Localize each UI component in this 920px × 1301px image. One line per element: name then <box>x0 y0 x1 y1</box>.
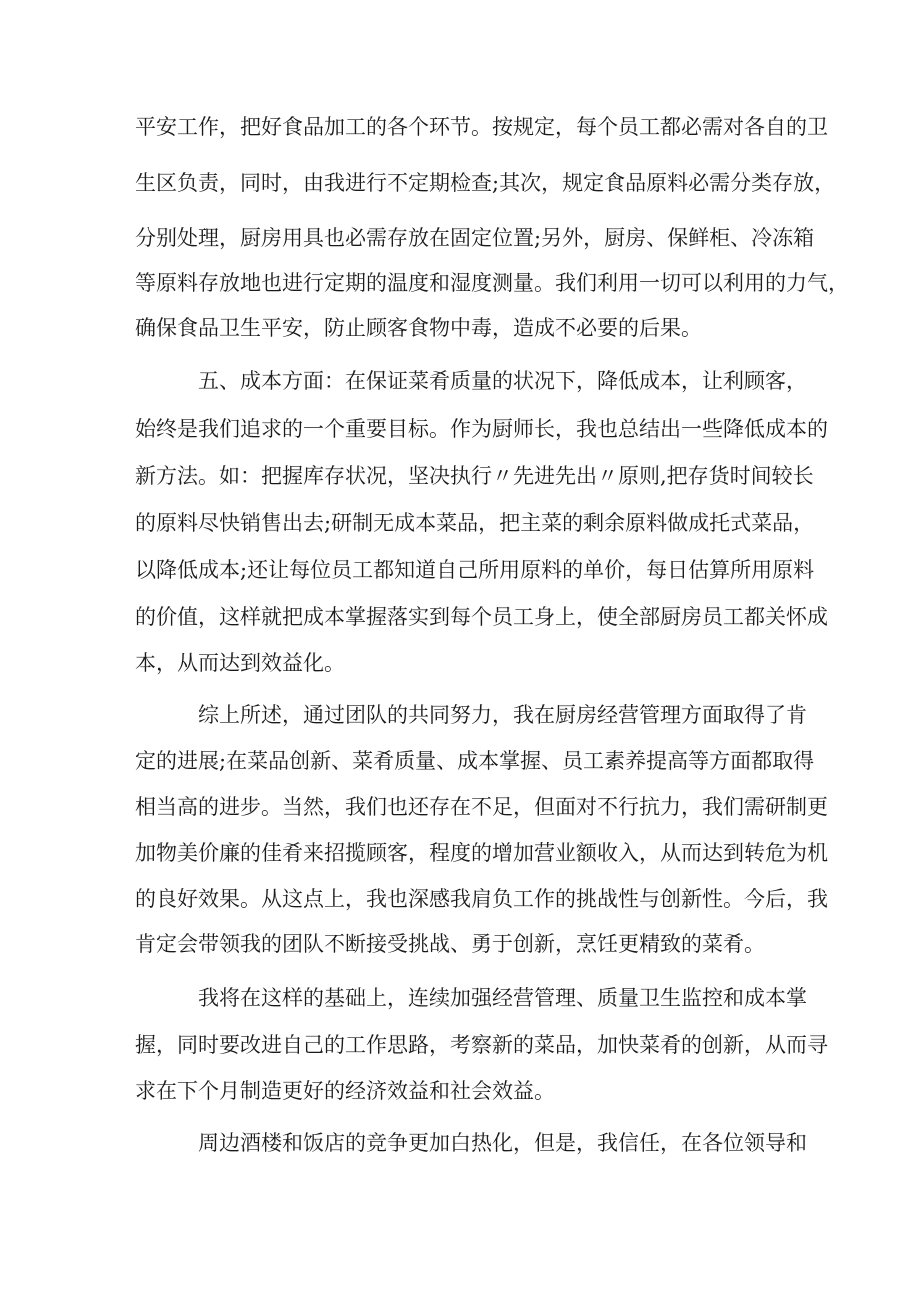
text-line: 综上所述，通过团队的共同努力，我在厨房经营管理方面取得了肯 <box>198 703 807 727</box>
text-line: 确保食品卫生平安，防止顾客食物中毒，造成不必要的后果。 <box>135 316 702 340</box>
text-line: 始终是我们追求的一个重要目标。作为厨师长，我也总结出一些降低成本的 <box>135 417 828 441</box>
text-line: 的价值，这样就把成本掌握落实到每个员工身上，使全部厨房员工都关怀成 <box>135 605 828 629</box>
text-line: 我将在这样的基础上，连续加强经营管理、质量卫生监控和成本掌 <box>198 986 807 1010</box>
text-line: 五、成本方面：在保证菜肴质量的状况下，降低成本，让利顾客， <box>198 369 807 393</box>
text-line: 以降低成本;还让每位员工都知道自己所用原料的单价，每日估算所用原料 <box>135 558 815 582</box>
text-line: 生区负责，同时，由我进行不定期检查;其次，规定食品原料必需分类存放， <box>135 171 836 195</box>
text-line: 的原料尽快销售出去;研制无成本菜品，把主菜的剩余原料做成托式菜品， <box>135 511 815 535</box>
text-line: 新方法。如：把握库存状况，坚决执行〃先进先出〃原则,把存货时间较长 <box>135 464 814 488</box>
text-line: 的良好效果。从这点上，我也深感我肩负工作的挑战性与创新性。今后，我 <box>135 887 828 911</box>
text-line: 加物美价廉的佳肴来招揽顾客，程度的增加营业额收入，从而达到转危为机 <box>135 841 828 865</box>
text-line: 定的进展;在菜品创新、菜肴质量、成本掌握、员工素养提高等方面都取得 <box>135 749 815 773</box>
text-line: 分别处理，厨房用具也必需存放在固定位置;另外，厨房、保鲜柜、冷冻箱 <box>135 226 815 250</box>
text-line: 平安工作，把好食品加工的各个环节。按规定，每个员工都必需对各自的卫 <box>135 115 828 139</box>
text-line: 等原料存放地也进行定期的温度和湿度测量。我们利用一切可以利用的力气， <box>135 271 849 295</box>
text-line: 本，从而达到效益化。 <box>135 651 345 675</box>
text-line: 肯定会带领我的团队不断接受挑战、勇于创新，烹饪更精致的菜肴。 <box>135 932 765 956</box>
text-line: 求在下个月制造更好的经济效益和社会效益。 <box>135 1079 555 1103</box>
text-line: 相当高的进步。当然，我们也还存在不足，但面对不行抗力，我们需研制更 <box>135 795 828 819</box>
text-line: 握，同时要改进自己的工作思路，考察新的菜品，加快菜肴的创新，从而寻 <box>135 1033 828 1057</box>
text-line: 周边酒楼和饭店的竞争更加白热化，但是，我信任，在各位领导和 <box>198 1131 807 1155</box>
